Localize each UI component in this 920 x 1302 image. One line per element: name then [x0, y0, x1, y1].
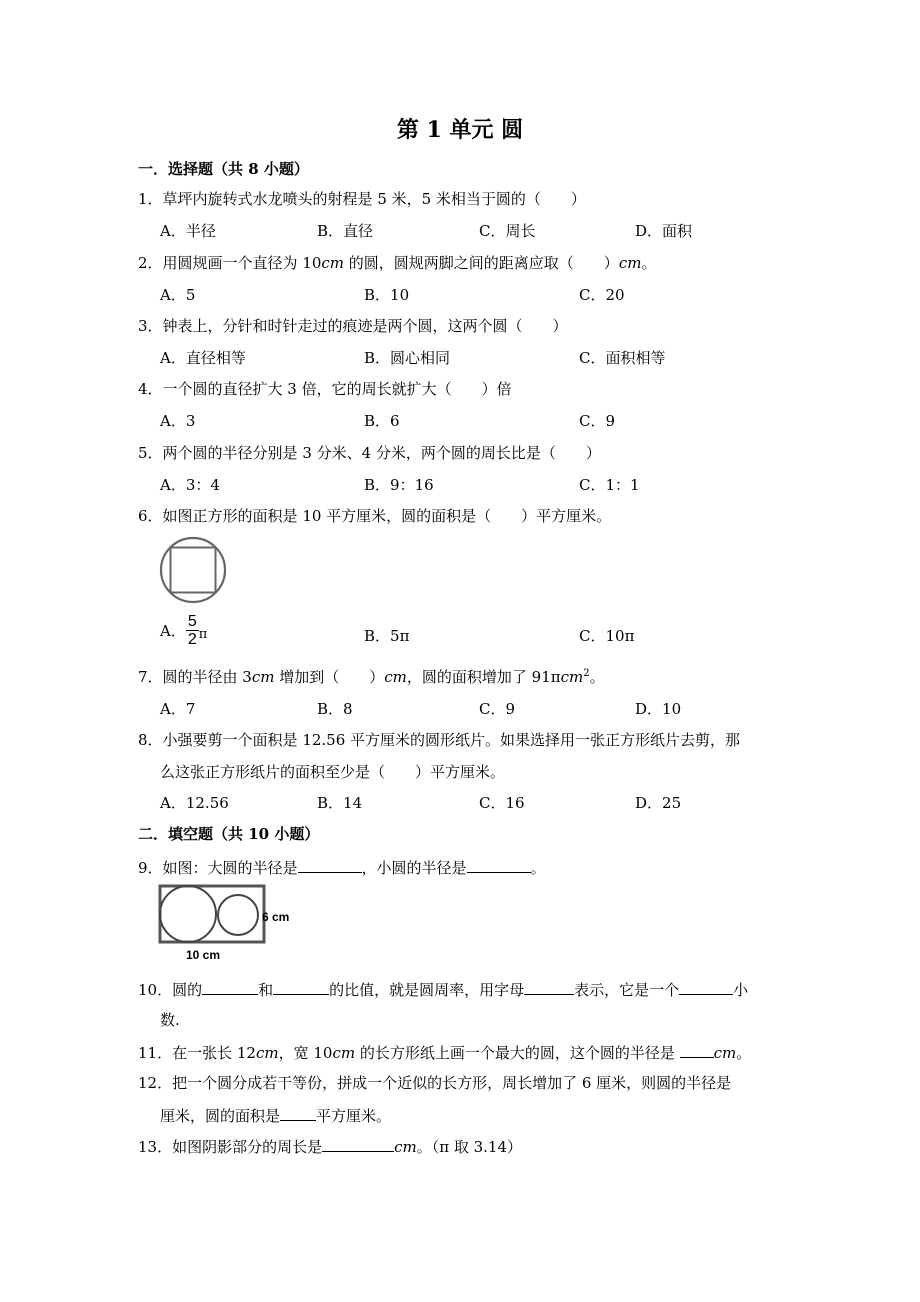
q4-option-a[interactable]: A．3 [160, 412, 196, 430]
q2-option-b[interactable]: B．10 [364, 286, 410, 304]
q11-unit1: cm [255, 1044, 279, 1062]
q11-unit2: cm [332, 1044, 356, 1062]
q6-option-a[interactable] [160, 613, 207, 648]
q5-option-a[interactable]: A．3：4 [160, 476, 220, 494]
question-12-line-1: 12．把一个圆分成若干等份，拼成一个近似的长方形，周长增加了 6 厘米，则圆的半径是 [138, 1074, 732, 1092]
question-11 [138, 1041, 751, 1063]
q10-p4: 表示，它是一个 [574, 981, 680, 999]
q11-mid: ，宽 10 [278, 1044, 333, 1062]
question-10-line-2: 数. [160, 1011, 180, 1029]
q11-unit3: cm [713, 1044, 737, 1062]
figure-small-circle [218, 895, 258, 935]
q11-post: 。 [736, 1044, 752, 1062]
q7-unit3: cm [560, 668, 584, 686]
question-7 [138, 666, 605, 687]
q9-pre: 9．如图：大圆的半径是 [138, 859, 298, 877]
question-3: 3．钟表上，分针和时针走过的痕迹是两个圆，这两个圆（ ） [138, 317, 568, 335]
q4-option-b[interactable]: B．6 [364, 412, 400, 430]
q13-pre: 13．如图阴影部分的周长是 [138, 1138, 323, 1156]
q6-option-a-fraction [186, 613, 199, 648]
question-9 [138, 856, 546, 878]
question-4: 4．一个圆的直径扩大 3 倍，它的周长就扩大（ ）倍 [138, 380, 512, 398]
fraction-numerator: 5 [187, 613, 197, 630]
q7-pre: 7．圆的半径由 3 [138, 668, 252, 686]
q11-pre: 11．在一张长 12 [138, 1044, 256, 1062]
q7-mid: 增加到（ ） [274, 668, 385, 686]
question-5: 5．两个圆的半径分别是 3 分米、4 分米，两个圆的周长比是（ ） [138, 444, 601, 462]
two-circles-figure [158, 884, 300, 966]
q7-unit1: cm [251, 668, 275, 686]
q12-line2b: 平方厘米。 [316, 1107, 392, 1125]
q8-option-c[interactable]: C．16 [479, 794, 525, 812]
q13-blank[interactable] [322, 1135, 394, 1152]
q2-post: 。 [641, 254, 657, 272]
section-heading-choice: 一．选择题（共 8 小题） [138, 160, 309, 178]
q7-unit2: cm [384, 668, 407, 686]
q2-option-c[interactable]: C．20 [579, 286, 625, 304]
q7-post: 。 [589, 668, 605, 686]
figure-label-6cm: 6 cm [262, 910, 290, 924]
q7-option-b[interactable]: B．8 [317, 700, 353, 718]
q1-option-a[interactable]: A．半径 [160, 222, 216, 240]
q2-unit2: cm [618, 254, 642, 272]
q2-unit1: cm [321, 254, 345, 272]
q1-option-c[interactable]: C．周长 [479, 222, 536, 240]
q3-option-b[interactable]: B．圆心相同 [364, 349, 451, 367]
q2-pre: 2．用圆规画一个直径为 10 [138, 254, 322, 272]
q2-mid: 的圆，圆规两脚之间的距离应取（ ） [344, 254, 619, 272]
q3-option-a[interactable]: A．直径相等 [160, 349, 246, 367]
q10-p5: 小 [733, 981, 749, 999]
q6-option-b[interactable]: B．5π [364, 627, 410, 645]
q3-option-c[interactable]: C．面积相等 [579, 349, 666, 367]
q6-option-c[interactable]: C．10π [579, 627, 635, 645]
q9-blank-2[interactable] [467, 856, 531, 873]
two-circles-diagram [158, 884, 268, 946]
q9-post: 。 [530, 859, 546, 877]
q7-option-d[interactable]: D．10 [635, 700, 682, 718]
q11-mid2: 的长方形纸上画一个最大的圆，这个圆的半径是 [355, 1044, 680, 1062]
question-12-line-2 [160, 1104, 391, 1126]
q2-option-a[interactable]: A．5 [160, 286, 196, 304]
q12-line2a: 厘米，圆的面积是 [160, 1107, 281, 1125]
question-1: 1．草坪内旋转式水龙喷头的射程是 5 米，5 米相当于圆的（ ） [138, 190, 586, 208]
q7-option-c[interactable]: C．9 [479, 700, 516, 718]
q10-blank-4[interactable] [679, 978, 733, 995]
q4-option-c[interactable]: C．9 [579, 412, 616, 430]
q1-option-d[interactable]: D．面积 [635, 222, 693, 240]
q5-option-c[interactable]: C．1：1 [579, 476, 640, 494]
q10-blank-2[interactable] [273, 978, 329, 995]
q8-option-a[interactable]: A．12.56 [160, 794, 229, 812]
q7-mid2: ，圆的面积增加了 91π [406, 668, 561, 686]
figure-label-10cm: 10 cm [186, 948, 221, 962]
q13-post: 。（π 取 3.14） [416, 1138, 523, 1156]
circle-square-figure [158, 535, 230, 605]
q1-option-b[interactable]: B．直径 [317, 222, 374, 240]
q6-option-a-prefix: A． [160, 622, 186, 640]
q8-option-b[interactable]: B．14 [317, 794, 363, 812]
figure-inner-square [171, 548, 216, 593]
fraction-denominator: 2 [187, 631, 197, 648]
question-13 [138, 1135, 522, 1157]
q10-p3: 的比值，就是圆周率，用字母 [329, 981, 525, 999]
q9-mid: ，小圆的半径是 [361, 859, 467, 877]
q10-p1: 10．圆的 [138, 981, 203, 999]
question-2 [138, 252, 656, 273]
figure-rectangle [160, 886, 264, 942]
q6-option-a-pi: π [198, 627, 208, 642]
q12-blank[interactable] [280, 1104, 316, 1121]
q11-blank[interactable] [680, 1041, 714, 1058]
page-title: 第 1 单元 圆 [396, 117, 524, 143]
q7-sup: 2 [583, 668, 590, 679]
q5-option-b[interactable]: B．9：16 [364, 476, 434, 494]
question-8-line-1: 8．小强要剪一个面积是 12.56 平方厘米的圆形纸片。如果选择用一张正方形纸片去剪，那 [138, 731, 741, 749]
q10-blank-1[interactable] [202, 978, 258, 995]
q13-unit: cm [394, 1138, 417, 1156]
q10-p2: 和 [258, 981, 274, 999]
figure-big-circle [160, 886, 216, 942]
question-6: 6．如图正方形的面积是 10 平方厘米，圆的面积是（ ）平方厘米。 [138, 507, 612, 525]
q8-option-d[interactable]: D．25 [635, 794, 682, 812]
q10-blank-3[interactable] [524, 978, 574, 995]
q7-option-a[interactable]: A．7 [160, 700, 196, 718]
question-8-line-2: 么这张正方形纸片的面积至少是（ ）平方厘米。 [160, 763, 506, 781]
q9-blank-1[interactable] [298, 856, 362, 873]
question-10 [138, 978, 748, 1000]
section-heading-fill: 二．填空题（共 10 小题） [138, 825, 320, 843]
